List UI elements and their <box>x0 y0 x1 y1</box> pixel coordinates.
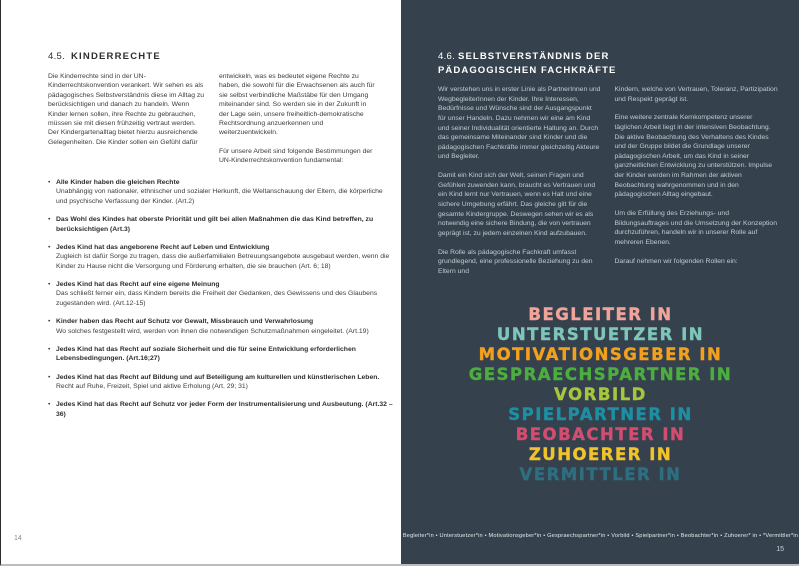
section-number: 4.6. <box>438 51 456 62</box>
bullet-title: Jedes Kind hat das Recht auf soziale Sicherheit und die für seine Entwicklung erforderlichen Lebensbedingungen. (Art.16;27) <box>56 345 356 363</box>
rights-bullet-list <box>48 178 393 428</box>
paragraph: Darauf nehmen wir folgenden Rollen ein: <box>614 257 738 265</box>
paragraph: entwickeln, was es bedeutet eigene Rechte zu haben, die sowohl für die Erwachsenen als auch für sie selbst verbindliche Maßstäbe für den Umgang miteinander sind. So werden sie in der Zukunft in der Lage sein, unsere freiheitlich-demokratische Rechtsordnung anzuerkennen und weiterzuentwickeln. <box>219 73 375 137</box>
bullet-icon: • <box>48 281 51 288</box>
intro-column-1 <box>48 72 206 174</box>
bullet-icon: • <box>48 401 51 409</box>
list-item <box>48 243 393 271</box>
bullet-icon: • <box>48 345 51 353</box>
section-title-line2: PÄDAGOGISCHEN FACHKRÄFTE <box>438 64 617 76</box>
section-heading-kinderrechte <box>48 51 161 62</box>
section-title: KINDERRECHTE <box>71 51 161 62</box>
section-heading-selbstverstaendnis <box>438 50 768 78</box>
page-number-right: 15 <box>776 546 784 553</box>
page-left <box>1 0 401 566</box>
paragraph: Die Rolle als pädagogische Fachkraft umfasst grundlegend, eine professionelle Beziehung zu den Eltern und <box>438 248 593 275</box>
list-item <box>48 345 393 364</box>
bullet-title: Alle Kinder haben die gleichen Rechte <box>56 179 180 186</box>
role-unterstuetzer: UNTERSTUETZER IN <box>496 325 705 344</box>
role-vorbild: VORBILD <box>554 385 647 404</box>
paragraph: Für unsere Arbeit sind folgende Bestimmungen der UN-Kinderrechtskonvention fundamental: <box>219 147 373 164</box>
bullet-body: Wo solches festgestellt wird, werden von ihnen die notwendigen Schutzmaßnahmen eingeleitet. (Art.19) <box>56 327 369 335</box>
bullet-body: Unabhängig von nationaler, ethnischer und sozialer Herkunft, die Weltanschauung der Eltern, die körperliche und psychische Verfassung der Kinder. (Art.2) <box>56 188 383 205</box>
bullet-title: Jedes Kind hat das Recht auf eine eigene Meinung <box>56 281 220 288</box>
paragraph: Um die Erfüllung des Erziehungs- und Bildungsauftrages und die Umsetzung der Konzeption durchzuführen, handeln wir in unserer Rolle auf mehreren Ebenen. <box>614 210 777 246</box>
bullet-title: Jedes Kind hat das Recht auf Schutz vor jeder Form der Instrumentalisierung und Ausbeutung. (Art.32 – 36) <box>56 401 393 418</box>
list-item <box>48 400 393 419</box>
bullet-body: Zugleich ist dafür Sorge zu tragen, dass die außerfamilialen Betreuungsangebote ausgebaut werden, wenn die Kinder zu Hause nicht die Versorgung und Förderung erhalten, die sie brauchen (Art. 6; 18) <box>56 253 390 270</box>
list-item <box>48 178 393 206</box>
list-item <box>48 280 393 308</box>
bullet-icon: • <box>48 243 51 251</box>
list-item <box>48 373 393 392</box>
paragraph: Eine weitere zentrale Kernkompetenz unserer täglichen Arbeit liegt in der intensiven Beobachtung. Die aktive Beobachtung des Verhaltens des Kindes und der Gruppe bildet die Grundlage unserer pädagogischen Arbeit, um das Kind in seiner ganzheitlichen Entwicklung zu unterstützen. Impulse der Kinder werden im Rahmen der aktiven Beobachtung wahrgenommen und in den pädagogischen Alltag eingebaut. <box>614 114 773 199</box>
intro-column-2 <box>219 72 377 174</box>
bullet-body: Recht auf Ruhe, Freizeit, Spiel und aktive Erholung (Art. 29; 31) <box>56 383 248 390</box>
bullet-title: Das Wohl des Kindes hat oberste Priorität und gilt bei allen Maßnahmen die das Kind betreffen, zu berücksichtigen (Art.3) <box>56 216 374 233</box>
bullet-title: Jedes Kind hat das angeborene Recht auf Leben und Entwicklung <box>56 243 270 251</box>
role-vermittler: VERMITTLER IN <box>519 465 682 484</box>
bullet-title: Kinder haben das Recht auf Schutz vor Gewalt, Missbrauch und Verwahrlosung <box>56 318 314 326</box>
role-beobachter: BEOBACHTER IN <box>515 425 686 444</box>
role-motivationsgeber: MOTIVATIONSGEBER IN <box>478 345 723 364</box>
section-title-line1: SELBSTVERSTÄNDNIS DER <box>458 51 610 62</box>
bullet-body: Das schließt ferner ein, dass Kindern bereits die Freiheit der Gedanken, des Gewissens und des Glaubens zugestanden wird. (Art.12-15) <box>56 290 378 307</box>
body-column-1 <box>438 85 602 286</box>
role-zuhoerer: ZUHOERER IN <box>528 445 673 464</box>
section-number: 4.5. <box>48 51 66 62</box>
paragraph: Die Kinderrechte sind in der UN-Kinderrechtskonvention verankert. Wir sehen es als pädagogisches Selbstverständnis diese im Alltag zu berücksichtigen und danach zu handeln. Wenn Kinder lernen sollen, ihre Rechte zu gebrauchen, müssen sie mit diesen frühzeitig vertraut werden. Der Kindergartenalltag bietet hierzu ausreichende Gelegenheiten. Die Kinder sollen ein Gefühl dafür <box>48 73 205 146</box>
paragraph: Kindern, welche von Vertrauen, Toleranz, Partizipation und Respekt geprägt ist. <box>614 86 778 103</box>
bullet-icon: • <box>48 179 51 186</box>
intro-text <box>48 72 378 174</box>
paragraph: Wir verstehen uns in erster Linie als PartnerInnen und WegbegleiterInnen der Kinder. Ihre Interessen, Bedürfnisse und Wünsche sind der Ausgangspunkt für unser Handeln. Dazu nehmen wir eine am Kind und seiner Individualität orientierte Haltung an. Durch das gemeinsame Miteinander sind Kinder und die pädagogischen Fachkräfte immer gleichzeitig Akteure und Begleiter. <box>438 86 601 161</box>
role-gespraechspartner: GESPRAECHSPARTNER IN <box>468 365 733 384</box>
list-item <box>48 215 393 234</box>
bullet-title: Jedes Kind hat das Recht auf Bildung und auf Beteiligung am kulturellen und künstlerischen Leben. <box>56 373 380 381</box>
role-spielpartner: SPIELPARTNER IN <box>508 405 693 424</box>
roles-footer-legend: Begleiter*in • Unterstuetzer*in • Motivationsgeber*in • Gespraechspartner*in • Vorbild • Spielpartner*in • Beobachter*in • Zuhoerer* in • *Vermittler*in <box>402 533 799 539</box>
role-begleiter: BEGLEITER IN <box>528 305 673 324</box>
list-item <box>48 317 393 336</box>
bullet-icon: • <box>48 373 51 381</box>
body-column-2 <box>615 85 779 286</box>
bullet-icon: • <box>48 318 51 326</box>
body-text <box>438 85 778 286</box>
page-number-left: 14 <box>14 535 22 542</box>
roles-word-art <box>401 305 799 485</box>
paragraph: Damit ein Kind sich der Welt, seinen Fragen und Gefühlen zuwenden kann, braucht es Vertrauen und ein Kind lernt nur Vertrauen, wenn es Halt und eine sichere Umgebung erfährt. Das gleiche gilt für die gesamte Kindergruppe. Deswegen sehen wir es als notwendig eine sichere Bindung, die von vertrauen geprägt ist, zu jedem einzelnen Kind aufzubauen. <box>438 172 596 237</box>
page-right <box>401 0 799 566</box>
bullet-icon: • <box>48 216 51 224</box>
